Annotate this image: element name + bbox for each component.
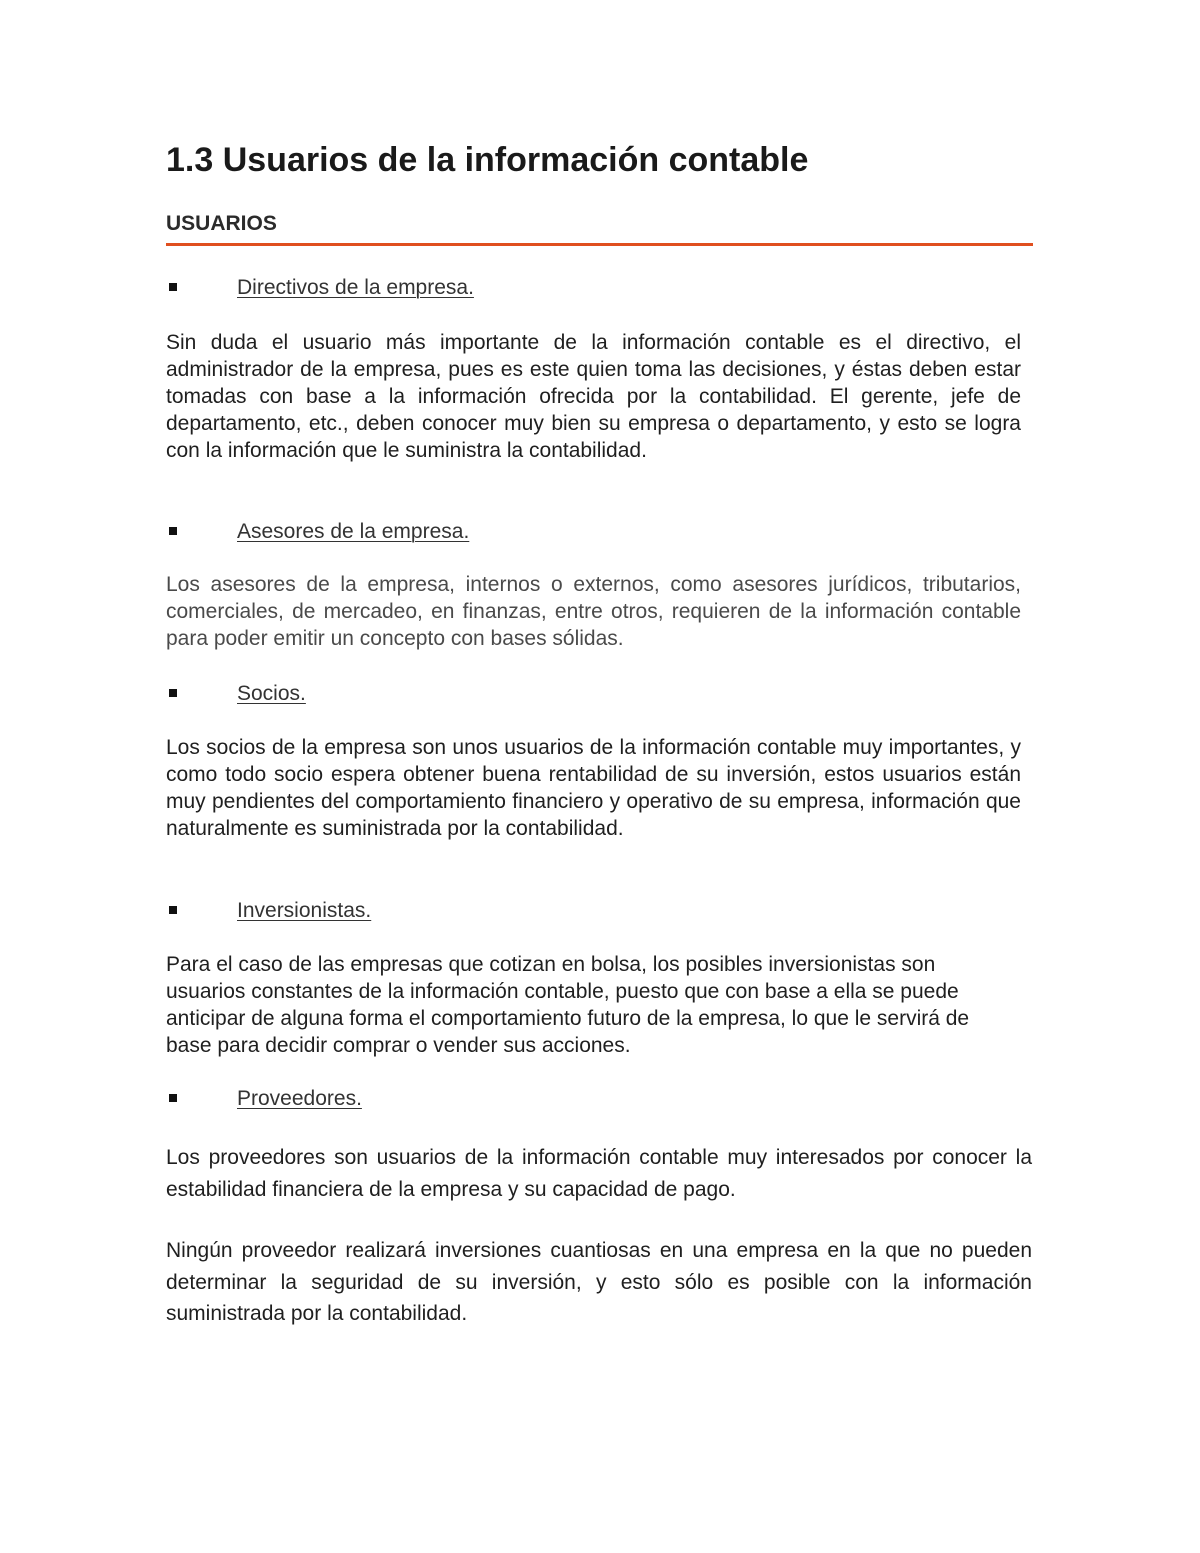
bullet-item-directivos [166,274,1034,302]
section-subheading: USUARIOS [166,212,277,235]
square-bullet-icon [169,906,177,914]
bullet-heading: Socios. [237,682,306,705]
paragraph-asesores: Los asesores de la empresa, internos o externos, como asesores jurídicos, tributarios, comerciales, de mercadeo, en finanzas, entre otros, requieren de la información contable para poder emitir un concepto con bases sólidas. [166,573,1021,650]
paragraph-proveedores-1: Los proveedores son usuarios de la información contable muy interesados por conocer la estabilidad financiera de la empresa y su capacidad de pago. [166,1146,1032,1201]
paragraph-directivos: Sin duda el usuario más importante de la información contable es el directivo, el administrador de la empresa, pues es este quien toma las decisiones, y éstas deben estar tomadas con base a la información ofrecida por la contabilidad. El gerente, jefe de departamento, etc., deben conocer muy bien su empresa o departamento, y esto se logra con la información que le suministra la contabilidad. [166,331,1021,462]
square-bullet-icon [169,689,177,697]
paragraph-inversionistas: Para el caso de las empresas que cotizan en bolsa, los posibles inversionistas son usuarios constantes de la información contable, puesto que con base a ella se puede anticipar de alguna forma el comportamiento futuro de la empresa, lo que le servirá de base para decidir comprar o vender sus acciones. [166,953,970,1057]
square-bullet-icon [169,1094,177,1102]
page-title: 1.3 Usuarios de la información contable [166,141,809,179]
bullet-item-asesores [166,518,1034,546]
square-bullet-icon [169,283,177,291]
paragraph-proveedores-2: Ningún proveedor realizará inversiones cuantiosas en una empresa en la que no pueden determinar la seguridad de su inversión, y esto sólo es posible con la información suministrada por la contabilidad. [166,1239,1032,1325]
square-bullet-icon [169,527,177,535]
bullet-item-inversionistas [166,897,1034,925]
bullet-heading: Directivos de la empresa. [237,276,474,299]
bullet-heading: Asesores de la empresa. [237,520,470,543]
bullet-heading: Proveedores. [237,1087,362,1110]
paragraph-socios: Los socios de la empresa son unos usuarios de la información contable muy importantes, y como todo socio espera obtener buena rentabilidad de su inversión, estos usuarios están muy pendientes del comportamiento financiero y operativo de su empresa, información que naturalmente es suministrada por la contabilidad. [166,736,1021,840]
heading-rule [166,243,1033,246]
bullet-item-proveedores [166,1085,1034,1113]
bullet-item-socios [166,680,1034,708]
bullet-heading: Inversionistas. [237,899,372,922]
